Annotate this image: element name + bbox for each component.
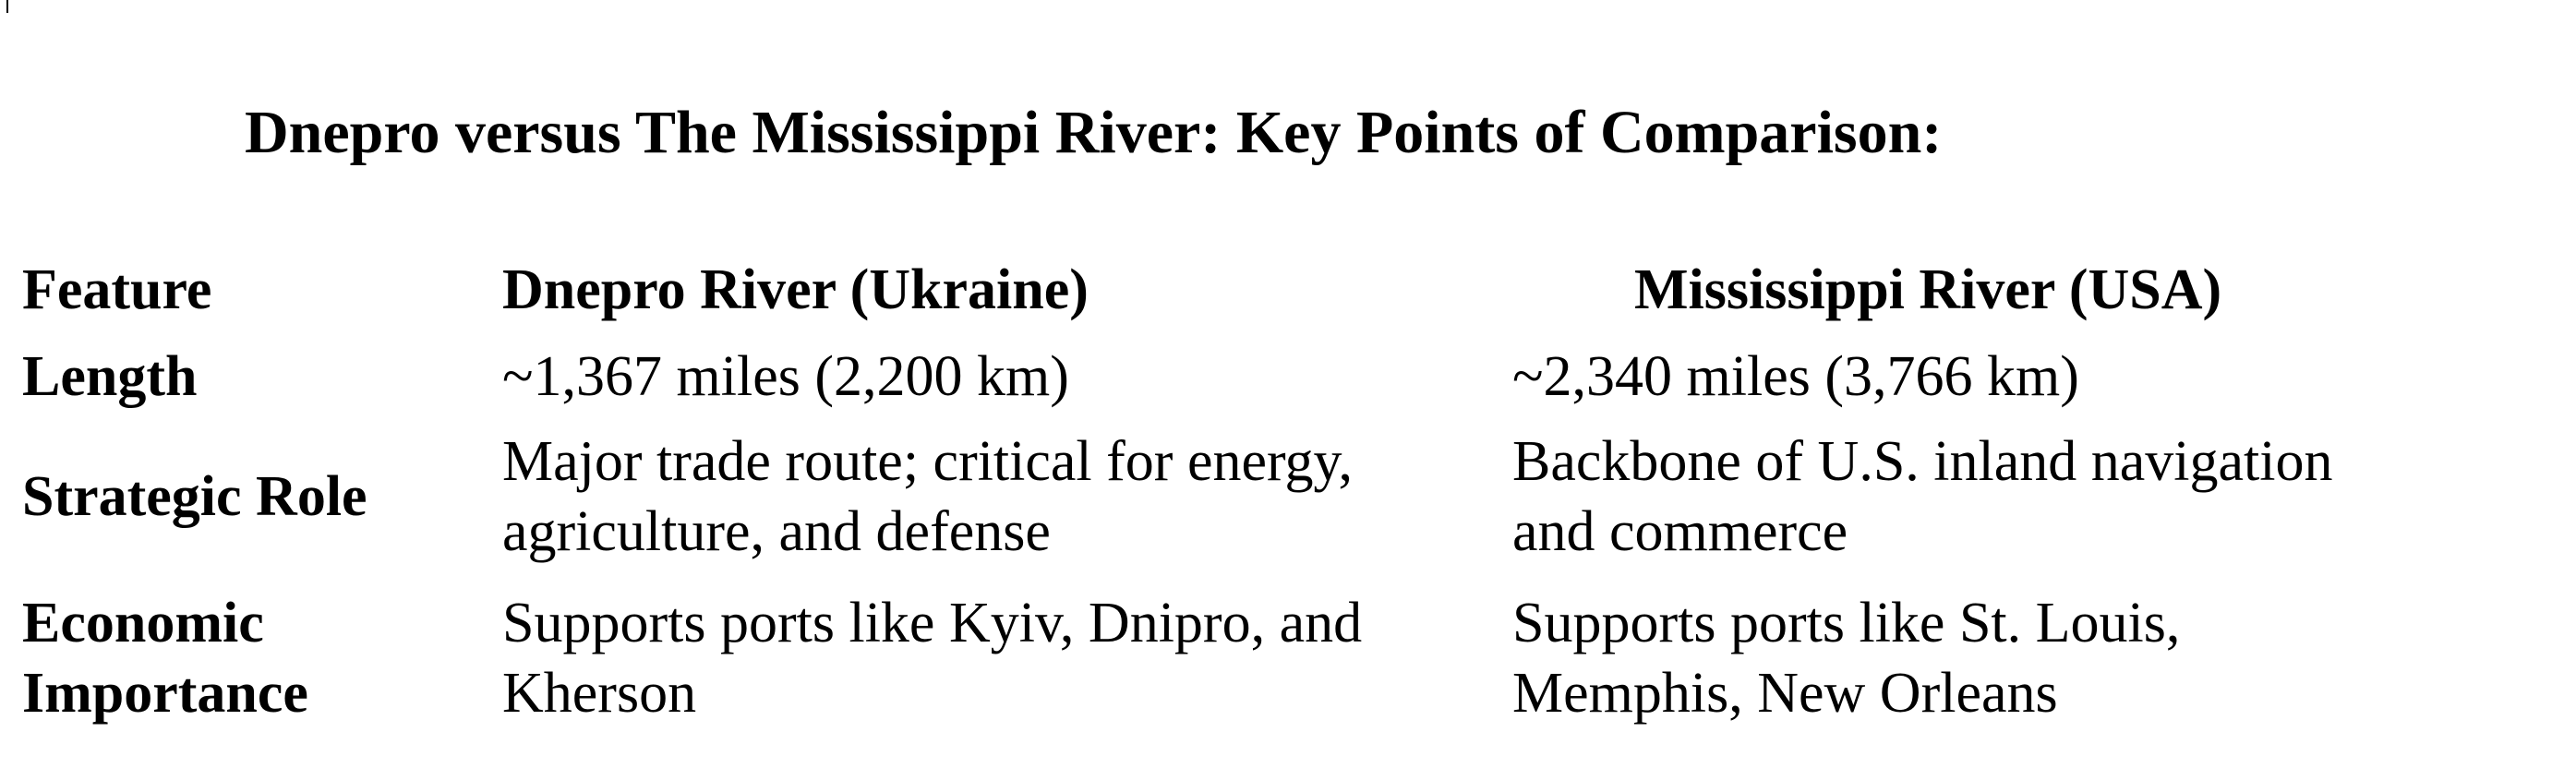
header-mississippi: Mississippi River (USA) (1634, 258, 2222, 321)
mississippi-cell-line-1: Supports ports like St. Louis, (1512, 592, 2181, 654)
feature-cell: Strategic Role (22, 465, 367, 528)
dnepro-cell-line-2: agriculture, and defense (502, 500, 1051, 563)
text-cursor (6, 0, 8, 13)
feature-cell-line-1: Economic (22, 592, 264, 654)
header-feature: Feature (22, 258, 212, 321)
page-title: Dnepro versus The Mississippi River: Key Points of Comparison: (245, 99, 1943, 166)
dnepro-cell-line-1: Supports ports like Kyiv, Dnipro, and (502, 592, 1363, 654)
dnepro-cell-line-2: Kherson (502, 662, 697, 725)
feature-cell: Length (22, 345, 198, 408)
mississippi-cell-line-2: and commerce (1512, 500, 1848, 563)
mississippi-cell-line-1: Backbone of U.S. inland navigation (1512, 430, 2333, 493)
dnepro-cell: ~1,367 miles (2,200 km) (502, 345, 1069, 408)
feature-cell-line-2: Importance (22, 662, 308, 725)
mississippi-cell: ~2,340 miles (3,766 km) (1512, 345, 2079, 408)
mississippi-cell-line-2: Memphis, New Orleans (1512, 662, 2058, 725)
header-dnepro: Dnepro River (Ukraine) (502, 258, 1089, 321)
dnepro-cell-line-1: Major trade route; critical for energy, (502, 430, 1353, 493)
